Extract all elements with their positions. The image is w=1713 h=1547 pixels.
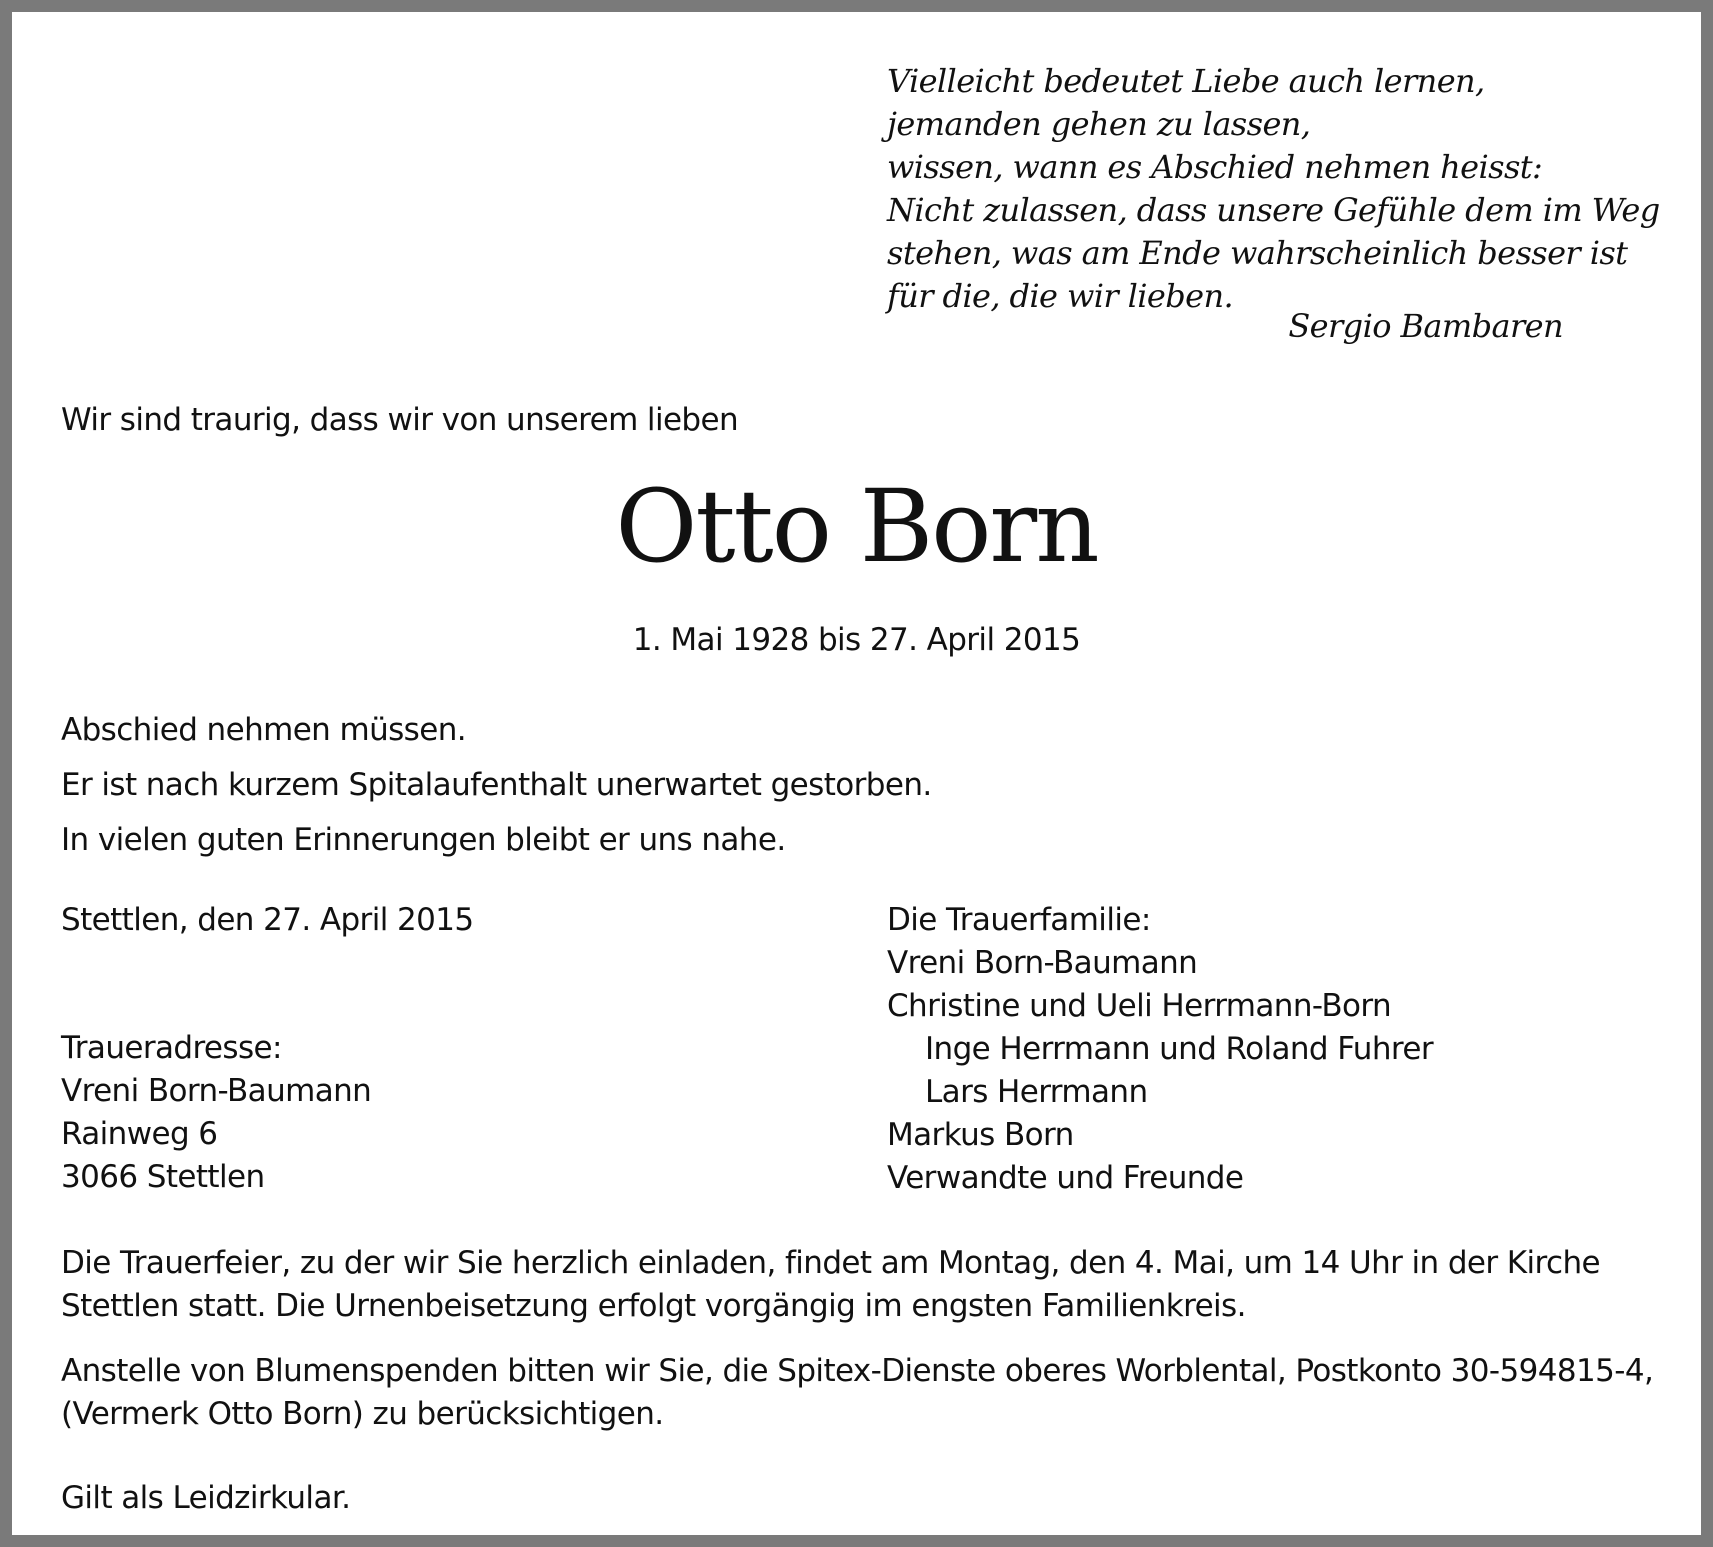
- deceased-name: Otto Born: [615, 468, 1098, 585]
- address-street: Rainweg 6: [61, 1116, 218, 1152]
- quote-line: jemanden gehen zu lassen,: [887, 105, 1311, 143]
- family-label: Die Trauerfamilie:: [887, 902, 1151, 938]
- mourning-family: [887, 899, 1433, 1200]
- quote-line: für die, die wir lieben.: [887, 277, 1234, 315]
- place-date: Stettlen, den 27. April 2015: [61, 902, 474, 938]
- quote-line: Nicht zulassen, dass unsere Gefühle dem im Weg: [887, 191, 1660, 229]
- address-city: 3066 Stettlen: [61, 1159, 265, 1195]
- family-member: Vreni Born-Baumann: [887, 945, 1198, 981]
- quote-line: Vielleicht bedeutet Liebe auch lernen,: [887, 62, 1485, 100]
- closing-note: Gilt als Leidzirkular.: [61, 1480, 351, 1516]
- message-line: Abschied nehmen müssen.: [61, 712, 467, 748]
- life-dates: 1. Mai 1928 bis 27. April 2015: [632, 622, 1081, 658]
- family-member: Lars Herrmann: [925, 1074, 1148, 1110]
- address-name: Vreni Born-Baumann: [61, 1073, 372, 1109]
- family-member: Inge Herrmann und Roland Fuhrer: [925, 1031, 1433, 1067]
- intro-text: Wir sind traurig, dass wir von unserem lieben: [61, 402, 739, 438]
- message: [61, 703, 932, 868]
- address-label: Traueradresse:: [61, 1030, 282, 1066]
- mourning-address: [61, 1027, 371, 1199]
- ceremony-info: Die Trauerfeier, zu der wir Sie herzlich einladen, findet am Montag, den 4. Mai, um 14 Uhr in der Kirche Stettlen statt. Die Urnenbeisetzung erfolgt vorgängig im engsten Familienkreis.: [61, 1245, 1600, 1324]
- family-member: Markus Born: [887, 1117, 1074, 1153]
- donation-info: Anstelle von Blumenspenden bitten wir Sie, die Spitex-Dienste oberes Worblental, Postkonto 30-594815-4, (Vermerk Otto Born) zu berücksichtigen.: [61, 1353, 1654, 1432]
- quote-line: wissen, wann es Abschied nehmen heisst:: [887, 148, 1543, 186]
- message-line: Er ist nach kurzem Spitalaufenthalt unerwartet gestorben.: [61, 767, 932, 803]
- quote: [887, 60, 1660, 318]
- family-member: Verwandte und Freunde: [887, 1160, 1244, 1196]
- message-line: In vielen guten Erinnerungen bleibt er uns nahe.: [61, 822, 786, 858]
- obituary-notice: [12, 12, 1701, 1535]
- quote-line: stehen, was am Ende wahrscheinlich besser ist: [887, 234, 1628, 272]
- family-member: Christine und Ueli Herrmann-Born: [887, 988, 1392, 1024]
- quote-author: Sergio Bambaren: [1288, 307, 1563, 345]
